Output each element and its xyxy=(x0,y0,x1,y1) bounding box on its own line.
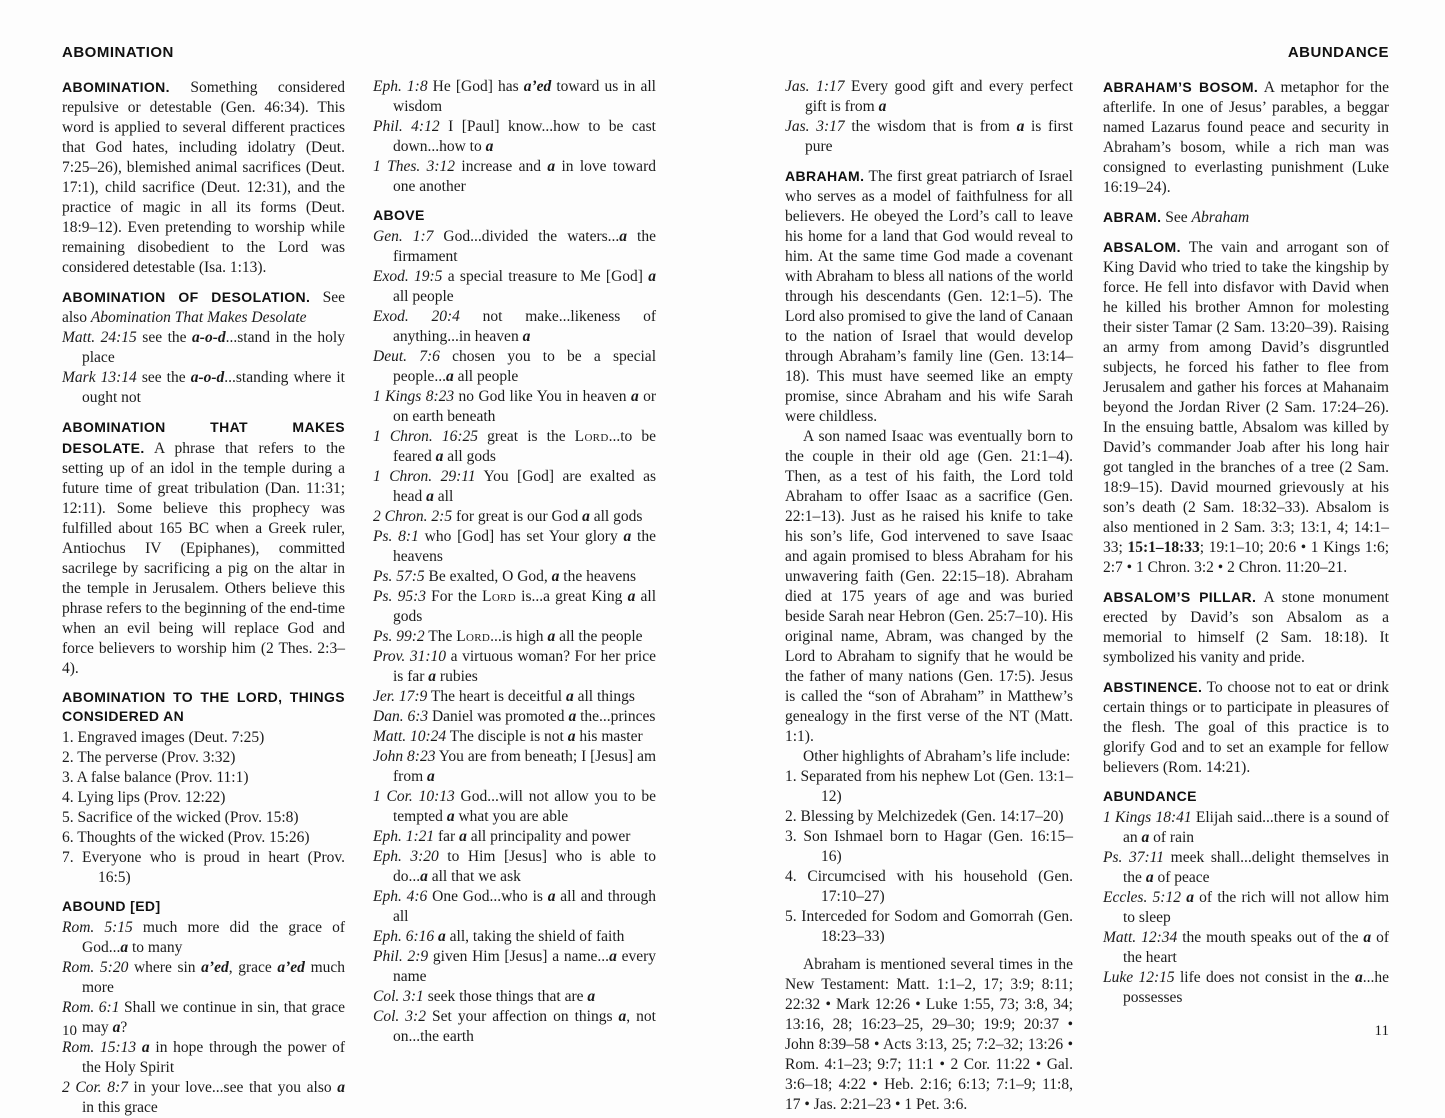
page-right-columns xyxy=(785,77,1389,1115)
scripture-reference: Mark 13:14 xyxy=(62,369,137,386)
scripture-reference: Eph. 1:21 xyxy=(373,828,435,845)
verse-line: Phil. 2:9 given Him [Jesus] a name...a every name xyxy=(373,948,656,985)
keyword-abbreviation: a’ed xyxy=(523,78,552,95)
verse-line: 1 Kings 8:23 no God like You in heaven a or on earth beneath xyxy=(373,388,657,425)
numbered-item: 5. Interceded for Sodom and Gomorrah (Gen. 18:23–33) xyxy=(785,908,1073,945)
entry-headword: ABSTINENCE. xyxy=(1103,679,1203,695)
verse-line: 1 Chron. 16:25 great is the Lord...to be feared a all gods xyxy=(373,428,656,465)
keyword-abbreviation: a xyxy=(112,1019,121,1036)
keyword-abbreviation: a xyxy=(1016,118,1025,135)
numbered-item: 1. Engraved images (Deut. 7:25) xyxy=(62,729,265,746)
keyword-abbreviation: a xyxy=(630,388,639,405)
scripture-reference: Exod. 20:4 xyxy=(373,308,460,325)
verse-line: Deut. 7:6 chosen you to be a special people...a all people xyxy=(373,348,656,385)
keyword-abbreviation: a xyxy=(1141,829,1150,846)
scripture-reference: John 8:23 xyxy=(373,748,436,765)
verse-line: Col. 3:1 seek those things that are a xyxy=(373,988,596,1005)
keyword-abbreviation: a xyxy=(547,888,556,905)
entry-headword: ABOMINATION THAT MAKES DESOLATE. xyxy=(62,419,345,456)
keyword-abbreviation: a xyxy=(485,138,494,155)
verse-line: Eph. 1:8 He [God] has a’ed toward us in all wisdom xyxy=(373,78,656,115)
scripture-reference: Phil. 4:12 xyxy=(373,118,440,135)
verse-line: 2 Cor. 8:7 in your love...see that you also a in this grace xyxy=(62,1079,345,1116)
scripture-reference: Col. 3:1 xyxy=(373,988,424,1005)
running-head-right: ABUNDANCE xyxy=(1287,44,1389,61)
verse-line: Ps. 95:3 For the Lord is...a great King a all gods xyxy=(373,588,656,625)
verse-line: Matt. 10:24 The disciple is not a his master xyxy=(373,728,643,745)
scripture-reference: Eph. 4:6 xyxy=(373,888,428,905)
scripture-reference: Eph. 3:20 xyxy=(373,848,439,865)
entry-headword: ABSALOM. xyxy=(1103,239,1181,255)
keyword-abbreviation: a’ed xyxy=(201,959,229,976)
lord-small-caps: Lord xyxy=(574,428,609,445)
scripture-reference: Phil. 2:9 xyxy=(373,948,429,965)
text-column xyxy=(1103,77,1389,1115)
keyword-abbreviation: a xyxy=(551,568,560,585)
scripture-reference: Matt. 24:15 xyxy=(62,329,137,346)
verse-line: John 8:23 You are from beneath; I [Jesus] am from a xyxy=(373,748,657,785)
keyword-abbreviation: a xyxy=(459,828,467,845)
scripture-reference: Rom. 5:15 xyxy=(62,919,133,936)
keyword-abbreviation: a xyxy=(582,508,590,525)
scripture-reference: 1 Chron. 16:25 xyxy=(373,428,479,445)
keyword-abbreviation: a xyxy=(337,1079,345,1096)
keyword-abbreviation: a xyxy=(619,228,628,245)
scripture-reference: Matt. 12:34 xyxy=(1103,929,1178,946)
bold-reference: 15:1–18:33 xyxy=(1127,539,1200,556)
scripture-reference: Exod. 19:5 xyxy=(373,268,443,285)
scripture-reference: Eccles. 5:12 xyxy=(1103,889,1181,906)
entry-headword: ABRAM. xyxy=(1103,209,1162,225)
verse-line: Phil. 4:12 I [Paul] know...how to be cast down...how to a xyxy=(373,118,656,155)
numbered-item: 5. Sacrifice of the wicked (Prov. 15:8) xyxy=(62,809,299,826)
keyword-abbreviation: a xyxy=(1145,869,1154,886)
verse-line: Eph. 3:20 to Him [Jesus] who is able to do...a all that we ask xyxy=(373,848,656,885)
verse-line: 1 Kings 18:41 Elijah said...there is a sound of an a of rain xyxy=(1103,809,1390,846)
scripture-reference: 1 Kings 18:41 xyxy=(1103,809,1192,826)
entry-headword: ABRAHAM’S BOSOM. xyxy=(1103,79,1259,95)
verse-line: Eph. 4:6 One God...who is a all and through all xyxy=(373,888,656,925)
entry-headword: ABOMINATION OF DESOLATION. xyxy=(62,289,311,305)
scripture-reference: Ps. 8:1 xyxy=(373,528,419,545)
dictionary-entry: ABOMINATION OF DESOLATION. See also Abomination That Makes Desolate xyxy=(62,289,345,326)
dictionary-entry: ABOMINATION. Something considered repulsive or detestable (Gen. 46:34). This word is applied to several different practices that God hates, including idolatry (Deut. 7:25–26), blemished animal sacrifices (Deut. 17:1), child sacrifice (Deut. 12:31), and the practice of magic in all its forms (Deut. 18:9–12). Even pretending to worship while remaining disobedient to the Lord was considered detestable (Isa. 1:13). xyxy=(62,79,346,276)
scripture-reference: Gen. 1:7 xyxy=(373,228,434,245)
keyword-abbreviation: a xyxy=(618,1008,627,1025)
keyword-abbreviation: a xyxy=(420,868,428,885)
scripture-reference: 1 Chron. 29:11 xyxy=(373,468,476,485)
entry-heading: ABUNDANCE xyxy=(1103,788,1197,804)
numbered-item: 4. Circumcised with his household (Gen. 17:10–27) xyxy=(785,868,1073,905)
verse-line: Matt. 24:15 see the a-o-d...stand in the holy place xyxy=(62,329,345,366)
verse-line: Exod. 20:4 not make...likeness of anything...in heaven a xyxy=(373,308,656,345)
verse-line: Prov. 31:10 a virtuous woman? For her price is far a rubies xyxy=(373,648,656,685)
keyword-abbreviation: a xyxy=(609,948,617,965)
verse-line: Jer. 17:9 The heart is deceitful a all things xyxy=(373,688,635,705)
scripture-reference: Abraham xyxy=(1191,209,1250,226)
keyword-abbreviation: a xyxy=(427,768,435,785)
scripture-reference: Eph. 6:16 xyxy=(373,928,435,945)
keyword-abbreviation: a xyxy=(435,448,444,465)
verse-line: Ps. 8:1 who [God] has set Your glory a the heavens xyxy=(373,528,656,565)
keyword-abbreviation: a xyxy=(522,328,531,345)
numbered-item: 6. Thoughts of the wicked (Prov. 15:26) xyxy=(62,829,310,846)
numbered-item: 3. A false balance (Prov. 11:1) xyxy=(62,769,249,786)
verse-line: Matt. 12:34 the mouth speaks out of the a of the heart xyxy=(1103,929,1390,966)
entry-heading: ABOVE xyxy=(373,207,425,223)
lord-small-caps: Lord xyxy=(482,588,516,605)
keyword-abbreviation: a xyxy=(120,939,129,956)
keyword-abbreviation: a xyxy=(547,158,556,175)
verse-line: Gen. 1:7 God...divided the waters...a the firmament xyxy=(373,228,656,265)
verse-line: Col. 3:2 Set your affection on things a, not on...the earth xyxy=(373,1008,656,1045)
scripture-reference: 2 Chron. 2:5 xyxy=(373,508,453,525)
scripture-reference: Eph. 1:8 xyxy=(373,78,428,95)
keyword-abbreviation: a xyxy=(567,728,576,745)
entry-paragraph: Other highlights of Abraham’s life include: xyxy=(803,748,1071,765)
numbered-item: 1. Separated from his nephew Lot (Gen. 13:1–12) xyxy=(785,768,1073,805)
verse-line: Jas. 1:17 Every good gift and every perfect gift is from a xyxy=(785,78,1073,115)
scripture-reference: Rom. 15:13 xyxy=(62,1039,137,1056)
keyword-abbreviation: a xyxy=(446,808,455,825)
entry-heading: ABOMINATION TO THE LORD, THINGS CONSIDERED AN xyxy=(62,689,345,724)
lord-small-caps: Lord xyxy=(456,628,491,645)
dictionary-entry: ABSALOM’S PILLAR. A stone monument erected by David’s son Absalom as a memorial to himself (2 Sam. 18:18). It symbolized his vanity and pride. xyxy=(1103,589,1389,666)
keyword-abbreviation: a xyxy=(623,528,632,545)
scripture-reference: Deut. 7:6 xyxy=(373,348,440,365)
numbered-item: 2. The perverse (Prov. 3:32) xyxy=(62,749,236,766)
scripture-reference: Jas. 3:17 xyxy=(785,118,845,135)
verse-line: 1 Thes. 3:12 increase and a in love toward one another xyxy=(373,158,656,195)
keyword-abbreviation: a xyxy=(565,688,574,705)
numbered-item: 2. Blessing by Melchizedek (Gen. 14:17–20) xyxy=(785,808,1064,825)
verse-line: Ps. 57:5 Be exalted, O God, a the heavens xyxy=(373,568,637,585)
verse-line: Rom. 5:15 much more did the grace of God...a to many xyxy=(62,919,345,956)
verse-line: Eccles. 5:12 a of the rich will not allow him to sleep xyxy=(1103,889,1389,926)
scripture-reference: Rom. 5:20 xyxy=(62,959,129,976)
scripture-reference: 1 Thes. 3:12 xyxy=(373,158,456,175)
entry-paragraph: Abraham is mentioned several times in the New Testament: Matt. 1:1–2, 17; 3:9; 8:11; 22:32 • Mark 12:26 • Luke 1:55, 73; 3:8, 34; 13:16, 28; 16:23–25, 29–30; 19:9; 20:37 • John 8:39–58 • Acts 3:13, 25; 7:2–32; 13:26 • Rom. 4:1–23; 9:7; 11:1 • 2 Cor. 11:22 • Gal. 3:6–18; 4:22 • Heb. 2:16; 6:13; 7:1–9; 11:8, 17 • Jas. 2:21–23 • 1 Pet. 3:6. xyxy=(785,956,1073,1113)
scripture-reference: Ps. 57:5 xyxy=(373,568,425,585)
verse-line: Jas. 3:17 the wisdom that is from a is first pure xyxy=(785,118,1074,155)
dictionary-entry: ABRAM. See Abraham xyxy=(1103,209,1250,226)
page-number-right: 11 xyxy=(1374,1023,1389,1039)
entry-headword: ABOMINATION. xyxy=(62,79,170,95)
keyword-abbreviation: a xyxy=(438,928,446,945)
dictionary-entry: ABRAHAM’S BOSOM. A metaphor for the afterlife. In one of Jesus’ parables, a beggar named Lazarus found peace and security in Abraham’s bosom, while a rich man was consigned to everlasting punishment (Luke 16:19–24). xyxy=(1103,79,1389,196)
keyword-abbreviation: a xyxy=(627,588,636,605)
keyword-abbreviation: a xyxy=(445,368,454,385)
scripture-reference: 2 Cor. 8:7 xyxy=(62,1079,128,1096)
keyword-abbreviation: a xyxy=(1363,929,1372,946)
keyword-abbreviation: a xyxy=(1354,969,1363,986)
verse-line: Exod. 19:5 a special treasure to Me [God] a all people xyxy=(373,268,656,305)
entry-paragraph: A son named Isaac was eventually born to the couple in their old age (Gen. 21:1–4). Then, as a test of his faith, the Lord told Abraham to offer Isaac as a sacrifice (Gen. 22:1–13). Just as he raised his knife to take his son’s life, God intervened to save Isaac and again promised to bless Abraham for his unwavering faith (Gen. 22:15–18). Abraham died at 175 years of age and was buried beside Sarah near Hebron (Gen. 25:7–10). His original name, Abram, was changed by the Lord to Abraham to signify that he would be the father of many nations (Gen. 17:5). Jesus is called the “son of Abraham” in Matthew’s genealogy in the first verse of the NT (Matt. 1:1). xyxy=(785,428,1073,745)
dictionary-entry: ABSALOM. The vain and arrogant son of King David who tried to take the kingship by force. He fell into disfavor with David when he killed his brother Amnon for molesting their sister Tamar (2 Sam. 13:20–39). Raising an army from among David’s disgruntled subjects, he forced his father to flee from Jerusalem and gather his forces at Mahanaim beyond the Jordan River (2 Sam. 17:24–26). In the ensuing battle, Absalom was killed by David’s commander Joab after his long hair got tangled in the branches of a tree (2 Sam. 18:9–15). David mourned grievously at his son’s death (2 Sam. 18:32–33). Absalom is also mentioned in 2 Sam. 3:3; 13:1, 4; 14:1–33; 15:1–18:33; 19:1–10; 20:6 • 1 Kings 1:6; 2:7 • 1 Chron. 3:2 • 2 Chron. 11:20–21. xyxy=(1103,239,1390,576)
scripture-reference: Jas. 1:17 xyxy=(785,78,845,95)
verse-line: Luke 12:15 life does not consist in the a...he possesses xyxy=(1103,969,1389,1006)
page-number-left: 10 xyxy=(62,1023,77,1039)
verse-line: Eph. 6:16 a all, taking the shield of faith xyxy=(373,928,625,945)
verse-line: Ps. 37:11 meek shall...delight themselves in the a of peace xyxy=(1103,849,1389,886)
verse-line: 1 Cor. 10:13 God...will not allow you to be tempted a what you are able xyxy=(373,788,656,825)
keyword-abbreviation: a xyxy=(648,268,656,285)
dictionary-entry: ABRAHAM. The first great patriarch of Israel who serves as a model of faithfulness for all believers. He obeyed the Lord’s call to leave his home for a land that God would reveal to him. At the same time God made a covenant with Abraham to bless all nations of the world through his descendants (Gen. 12:1–5). The Lord also promised to give the land of Canaan to the nation of Israel that would develop through Abraham’s family line (Gen. 13:14–18). This must have seemed like an empty promise, since Abraham and his wife Sarah were childless. xyxy=(785,168,1073,425)
verse-line: 2 Chron. 2:5 for great is our God a all gods xyxy=(373,508,643,525)
scripture-reference: Rom. 6:1 xyxy=(62,999,120,1016)
scripture-reference: Dan. 6:3 xyxy=(373,708,429,725)
text-column xyxy=(62,77,345,1118)
scripture-reference: Abomination That Makes Desolate xyxy=(90,309,307,326)
keyword-abbreviation: a xyxy=(428,668,437,685)
text-column xyxy=(373,77,656,1118)
verse-line: Mark 13:14 see the a-o-d...standing where it ought not xyxy=(62,369,345,406)
scripture-reference: Prov. 31:10 xyxy=(373,648,447,665)
dictionary-entry: ABOMINATION THAT MAKES DESOLATE. A phrase that refers to the setting up of an idol in the temple during a future time of great tribulation (Dan. 11:31; 12:11). Some believe this prophecy was fulfilled about 165 BC when a Greek ruler, Antiochus IV (Epiphanes), committed sacrilege by sacrificing a pig on the altar in the temple in Jerusalem. Others believe this phrase refers to the beginning of the end-time when an evil being will replace God and force believers to worship him (2 Thes. 2:3–4). xyxy=(62,419,345,677)
numbered-item: 7. Everyone who is proud in heart (Prov. 16:5) xyxy=(62,849,345,886)
verse-line: Ps. 99:2 The Lord...is high a all the people xyxy=(373,628,643,645)
verse-line: Dan. 6:3 Daniel was promoted a the...princes xyxy=(373,708,656,725)
verse-line: Rom. 6:1 Shall we continue in sin, that grace may a? xyxy=(62,999,346,1036)
verse-line: Rom. 5:20 where sin a’ed, grace a’ed much more xyxy=(62,959,345,996)
numbered-item: 3. Son Ishmael born to Hagar (Gen. 16:15–16) xyxy=(785,828,1073,865)
scripture-reference: Matt. 10:24 xyxy=(373,728,447,745)
page-left-columns xyxy=(62,77,656,1118)
keyword-abbreviation: a-o-d xyxy=(190,369,225,386)
scripture-reference: Ps. 95:3 xyxy=(373,588,426,605)
keyword-abbreviation: a xyxy=(547,628,556,645)
verse-line: Eph. 1:21 far a all principality and power xyxy=(373,828,631,845)
keyword-abbreviation: a xyxy=(426,488,434,505)
keyword-abbreviation: a xyxy=(141,1039,150,1056)
scripture-reference: Jer. 17:9 xyxy=(373,688,428,705)
verse-line: 1 Chron. 29:11 You [God] are exalted as head a all xyxy=(373,468,657,505)
keyword-abbreviation: a xyxy=(1186,889,1194,906)
entry-headword: ABRAHAM. xyxy=(785,168,865,184)
scripture-reference: Luke 12:15 xyxy=(1103,969,1175,986)
keyword-abbreviation: a xyxy=(568,708,577,725)
keyword-abbreviation: a xyxy=(587,988,596,1005)
scripture-reference: 1 Cor. 10:13 xyxy=(373,788,455,805)
keyword-abbreviation: a-o-d xyxy=(192,329,226,346)
verse-line: Rom. 15:13 a in hope through the power of the Holy Spirit xyxy=(62,1039,346,1076)
text-column xyxy=(785,77,1073,1115)
numbered-item: 4. Lying lips (Prov. 12:22) xyxy=(62,789,226,806)
scripture-reference: Ps. 37:11 xyxy=(1103,849,1165,866)
running-head-left: ABOMINATION xyxy=(62,44,174,61)
page-right xyxy=(785,44,1389,1115)
keyword-abbreviation: a xyxy=(878,98,887,115)
scripture-reference: 1 Kings 8:23 xyxy=(373,388,455,405)
scripture-reference: Ps. 99:2 xyxy=(373,628,425,645)
entry-headword: ABSALOM’S PILLAR. xyxy=(1103,589,1257,605)
dictionary-entry: ABSTINENCE. To choose not to eat or drink certain things or to participate in pleasures of the flesh. The goal of this practice is to glorify God and to set an example for fellow believers (Rom. 14:21). xyxy=(1103,679,1389,776)
entry-heading: ABOUND [ED] xyxy=(62,898,161,914)
scripture-reference: Col. 3:2 xyxy=(373,1008,426,1025)
page-left xyxy=(62,44,656,1118)
keyword-abbreviation: a’ed xyxy=(277,959,305,976)
